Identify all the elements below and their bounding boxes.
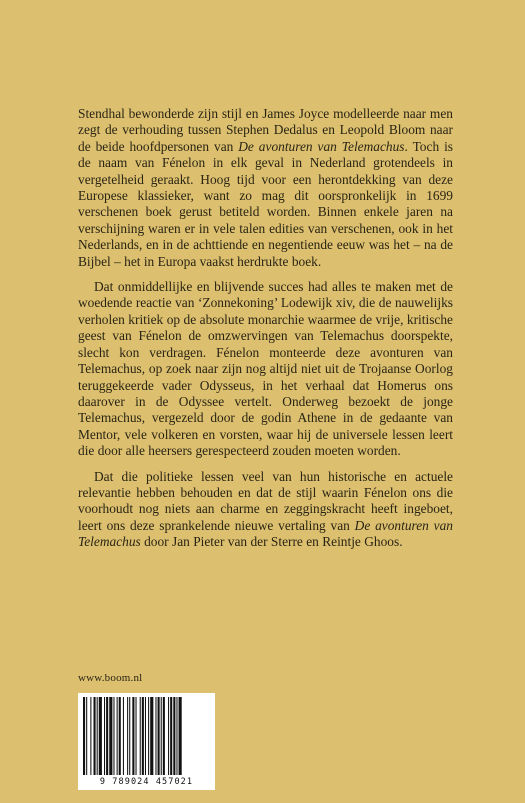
barcode-bar — [155, 697, 156, 775]
publisher-url: www.boom.nl — [78, 672, 143, 684]
barcode-bar — [150, 697, 153, 775]
barcode-bar — [119, 697, 121, 775]
barcode — [78, 693, 215, 790]
barcode-bar — [117, 697, 118, 775]
barcode-bar — [106, 697, 108, 775]
barcode-bar — [90, 697, 91, 775]
book-title: De avonturen van Telemachus — [78, 517, 453, 550]
barcode-bar — [123, 697, 124, 775]
barcode-bar — [176, 697, 177, 775]
blurb-text: Stendhal bewonderde zijn stijl en James Joyce modelleerde naar men zegt de verhouding tussen Stephen Dedalus en Leopold Bloom naar de beide hoofdpersonen van — [78, 106, 453, 154]
isbn-number: 9 789024 457021 — [99, 777, 194, 787]
blurb-paragraph — [78, 469, 453, 551]
blurb-paragraph — [78, 279, 453, 459]
barcode-bar — [97, 697, 98, 775]
barcode-bar — [113, 697, 114, 775]
barcode-bar — [129, 697, 130, 775]
barcode-bar — [148, 697, 149, 775]
barcode-bar — [161, 697, 162, 775]
barcode-bar — [140, 697, 141, 775]
barcode-bar — [142, 697, 144, 775]
blurb-text: . Toch is de naam van Fénelon in elk geval in Nederland grotendeels in vergetelheid geraakt. Hoog tijd voor een herontdekking van deze Europese klassieker, want zo mag dit oorspronkelijk in 1699 verschenen boek gerust betiteld worden. Binnen enkele jaren na verschijning waren er in vele talen edities van verschenen, ook in het Nederlands, en in de achttiende en negentiende eeuw was het – na de Bijbel – het in Europa vaakst herdrukte boek. — [78, 138, 453, 269]
book-title: De avonturen van Telemachus — [238, 138, 405, 154]
barcode-bar — [132, 697, 134, 775]
barcode-bar — [173, 697, 175, 775]
blurb-paragraph — [78, 106, 453, 270]
blurb-text: Dat onmiddellijke en blijvende succes had alles te maken met de woedende reactie van ‘Zonnekoning’ Lodewijk xiv, die de nauwelijks verholen kritiek op de absolute monarchie waarmee de vrije, kritische geest van Fénelon de omzwervingen van Telemachus doorspekte, slecht kon verdragen. Fénelon monteerde deze avonturen van Telemachus, op zoek naar zijn nog altijd niet uit de Trojaanse Oorlog teruggekeerde vader Odysseus, in het verhaal dat Homerus ons daarover in de Odyssee vertelt. Onderweg bezoekt de jonge Telemachus, vergezeld door de godin Athene in de gedaante van Mentor, vele volkeren en vorsten, waar hij de universele lessen leert die door alle heersers gerespecteerd zouden moeten worden. — [78, 279, 453, 459]
blurb-text: Dat die politieke lessen veel van hun historische en actuele relevantie hebben behouden en dat de stijl waarin Fénelon ons die voorhoudt nog niets aan charme en zeggingskracht heeft ingeboet, leert ons deze sprankelende nieuwe vertaling van — [78, 468, 453, 533]
barcode-bars — [78, 693, 215, 790]
barcode-bar — [86, 697, 87, 775]
blurb-text: door Jan Pieter van der Sterre en Reintje Ghoos. — [140, 534, 403, 550]
barcode-bar — [163, 697, 165, 775]
barcode-bar — [179, 697, 182, 775]
barcode-bar — [168, 697, 169, 775]
barcode-bar — [104, 697, 105, 775]
barcode-bar — [127, 697, 128, 775]
barcode-bar — [145, 697, 146, 775]
back-cover-blurb — [78, 106, 453, 560]
barcode-bar — [99, 697, 102, 775]
barcode-bar — [158, 697, 160, 775]
barcode-bar — [136, 697, 137, 775]
barcode-bar — [94, 697, 96, 775]
barcode-bar — [109, 697, 112, 775]
barcode-bar — [170, 697, 172, 775]
barcode-bar — [83, 697, 85, 775]
